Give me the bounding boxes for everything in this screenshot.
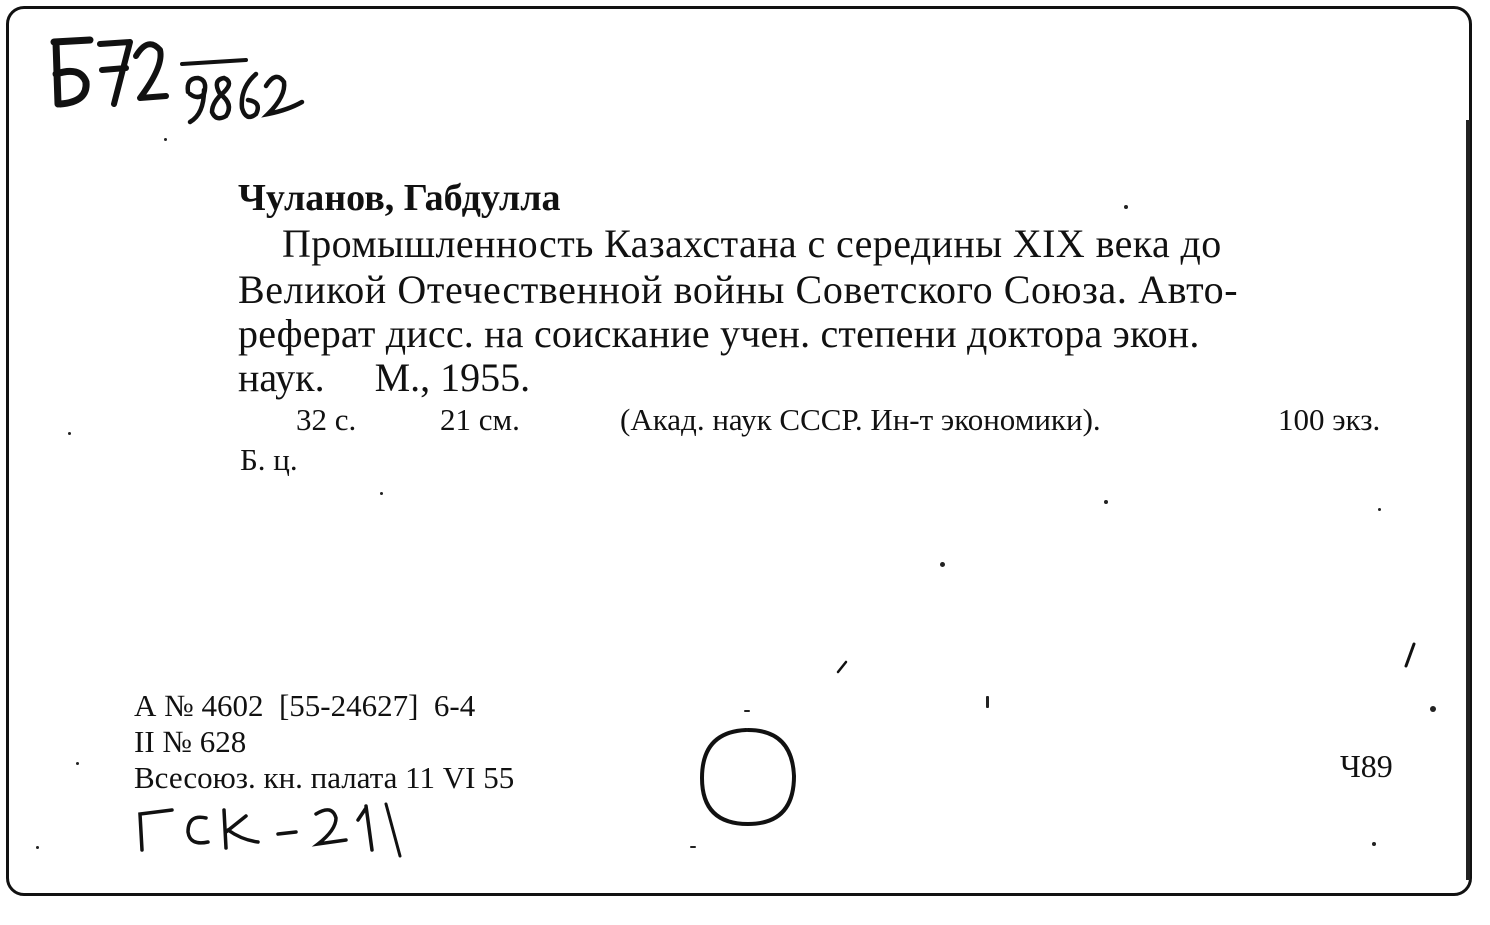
price-note: Б. ц. <box>240 442 298 477</box>
handwritten-stamp-drawing <box>132 800 412 860</box>
card-edge-shadow <box>1466 120 1470 880</box>
speck <box>76 762 79 765</box>
collation-copies: 100 экз. <box>1278 402 1381 437</box>
speck <box>1372 842 1376 846</box>
author-heading: Чуланов, Габдулла <box>238 177 561 219</box>
speck <box>380 492 383 495</box>
speck <box>1124 205 1128 209</box>
stray-slash-drawing <box>1400 640 1420 670</box>
registry-line-a: А № 4602 [55-24627] 6-4 <box>134 688 476 723</box>
collation-size: 21 см. <box>440 402 520 437</box>
stray-mark-slash <box>1400 640 1420 670</box>
title-line-3: реферат дисс. на соискание учен. степени доктора экон. <box>238 311 1200 356</box>
speck <box>940 562 945 567</box>
circle-mark-drawing <box>696 724 800 830</box>
registry-line-c: Всесоюз. кн. палата 11 VI 55 <box>134 760 515 795</box>
registry-line-b: II № 628 <box>134 724 247 759</box>
speck <box>744 710 750 712</box>
title-line-4: наук. М., 1955. <box>238 355 531 400</box>
call-number-handwritten <box>40 30 320 140</box>
title-line-1: Промышленность Казахстана с середины XIX века до <box>282 221 1222 266</box>
title-line-2: Великой Отечественной войны Советского Союза. Авто- <box>238 267 1239 312</box>
speck <box>690 846 696 848</box>
circle-mark <box>696 724 800 830</box>
speck <box>986 696 989 708</box>
speck <box>164 138 167 141</box>
speck <box>68 432 71 435</box>
call-number-drawing <box>40 30 320 140</box>
speck <box>36 846 39 849</box>
classification-code: Ч89 <box>1340 748 1393 784</box>
handwritten-stamp <box>132 800 412 860</box>
stray-mark-tick <box>834 658 850 678</box>
stray-tick-drawing <box>834 658 850 678</box>
collation-series: (Акад. наук СССР. Ин-т экономики). <box>620 402 1101 437</box>
speck <box>1104 500 1108 504</box>
speck <box>1378 508 1381 511</box>
collation-pages: 32 с. <box>296 402 357 437</box>
speck <box>1430 706 1436 712</box>
